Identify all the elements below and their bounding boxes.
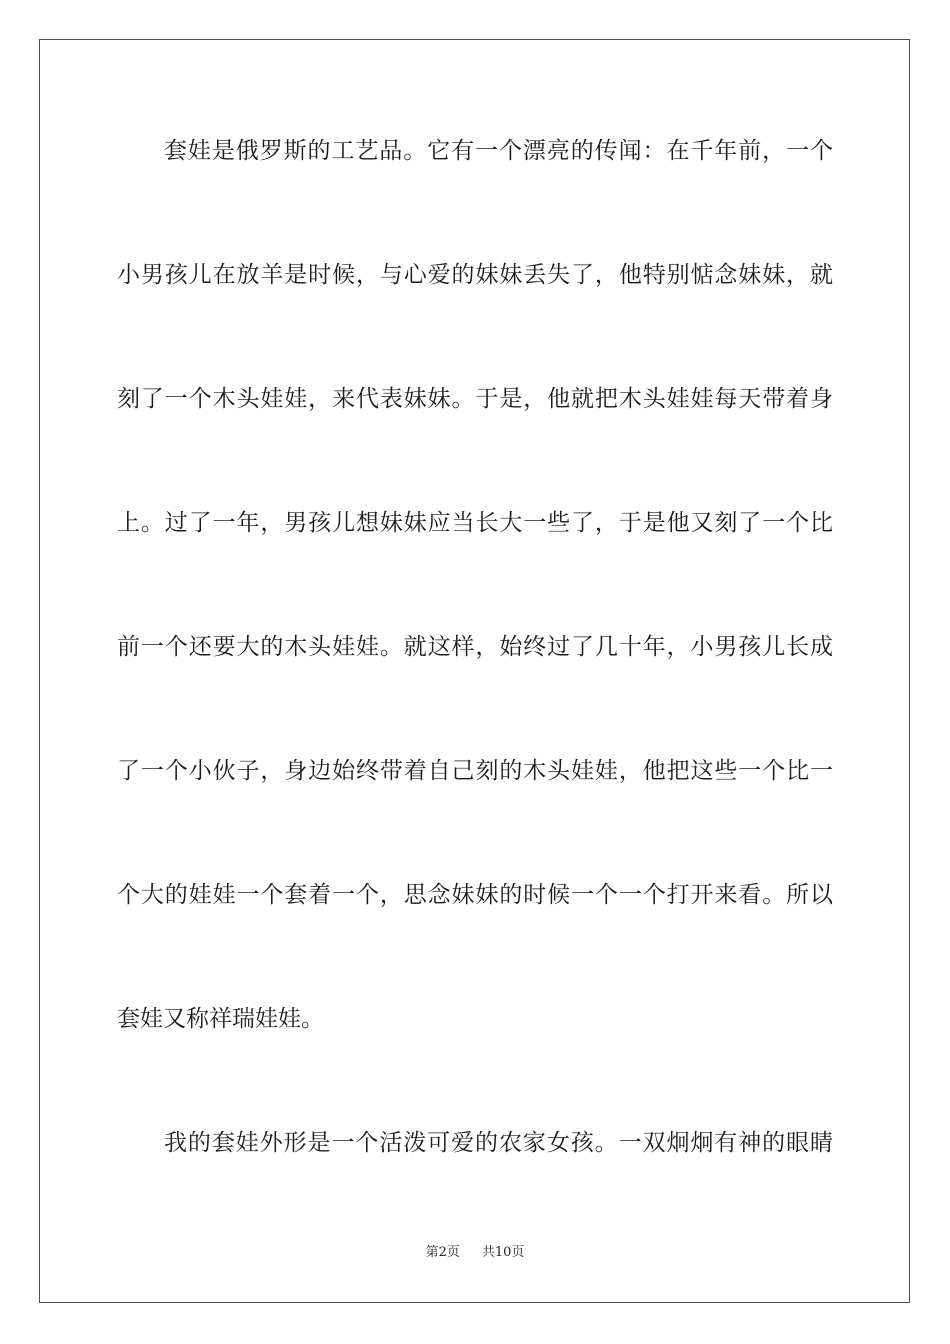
- paragraph-line: 了一个小伙子，身边始终带着自己刻的木头娃娃，他把这些一个比一: [117, 758, 833, 784]
- paragraph-line: 上。过了一年，男孩儿想妹妹应当长大一些了，于是他又刻了一个比: [117, 510, 833, 536]
- page-footer: [0, 1244, 950, 1262]
- paragraph-line: 刻了一个木头娃娃，来代表妹妹。于是，他就把木头娃娃每天带着身: [117, 386, 833, 412]
- page-total: 共10页: [481, 1245, 525, 1260]
- paragraph-line: 套娃又称祥瑞娃娃。: [117, 1006, 324, 1032]
- paragraph-line: 我的套娃外形是一个活泼可爱的农家女孩。一双炯炯有神的眼睛: [164, 1130, 833, 1156]
- paragraph-line: 套娃是俄罗斯的工艺品。它有一个漂亮的传闻：在千年前，一个: [164, 138, 833, 164]
- paragraph-line: 小男孩儿在放羊是时候，与心爱的妹妹丢失了，他特别惦念妹妹，就: [117, 262, 833, 288]
- page-number: 第2页: [425, 1245, 460, 1260]
- paragraph-line: 前一个还要大的木头娃娃。就这样，始终过了几十年，小男孩儿长成: [117, 634, 833, 660]
- page-border: [39, 39, 910, 1303]
- paragraph-line: 个大的娃娃一个套着一个，思念妹妹的时候一个一个打开来看。所以: [117, 882, 833, 908]
